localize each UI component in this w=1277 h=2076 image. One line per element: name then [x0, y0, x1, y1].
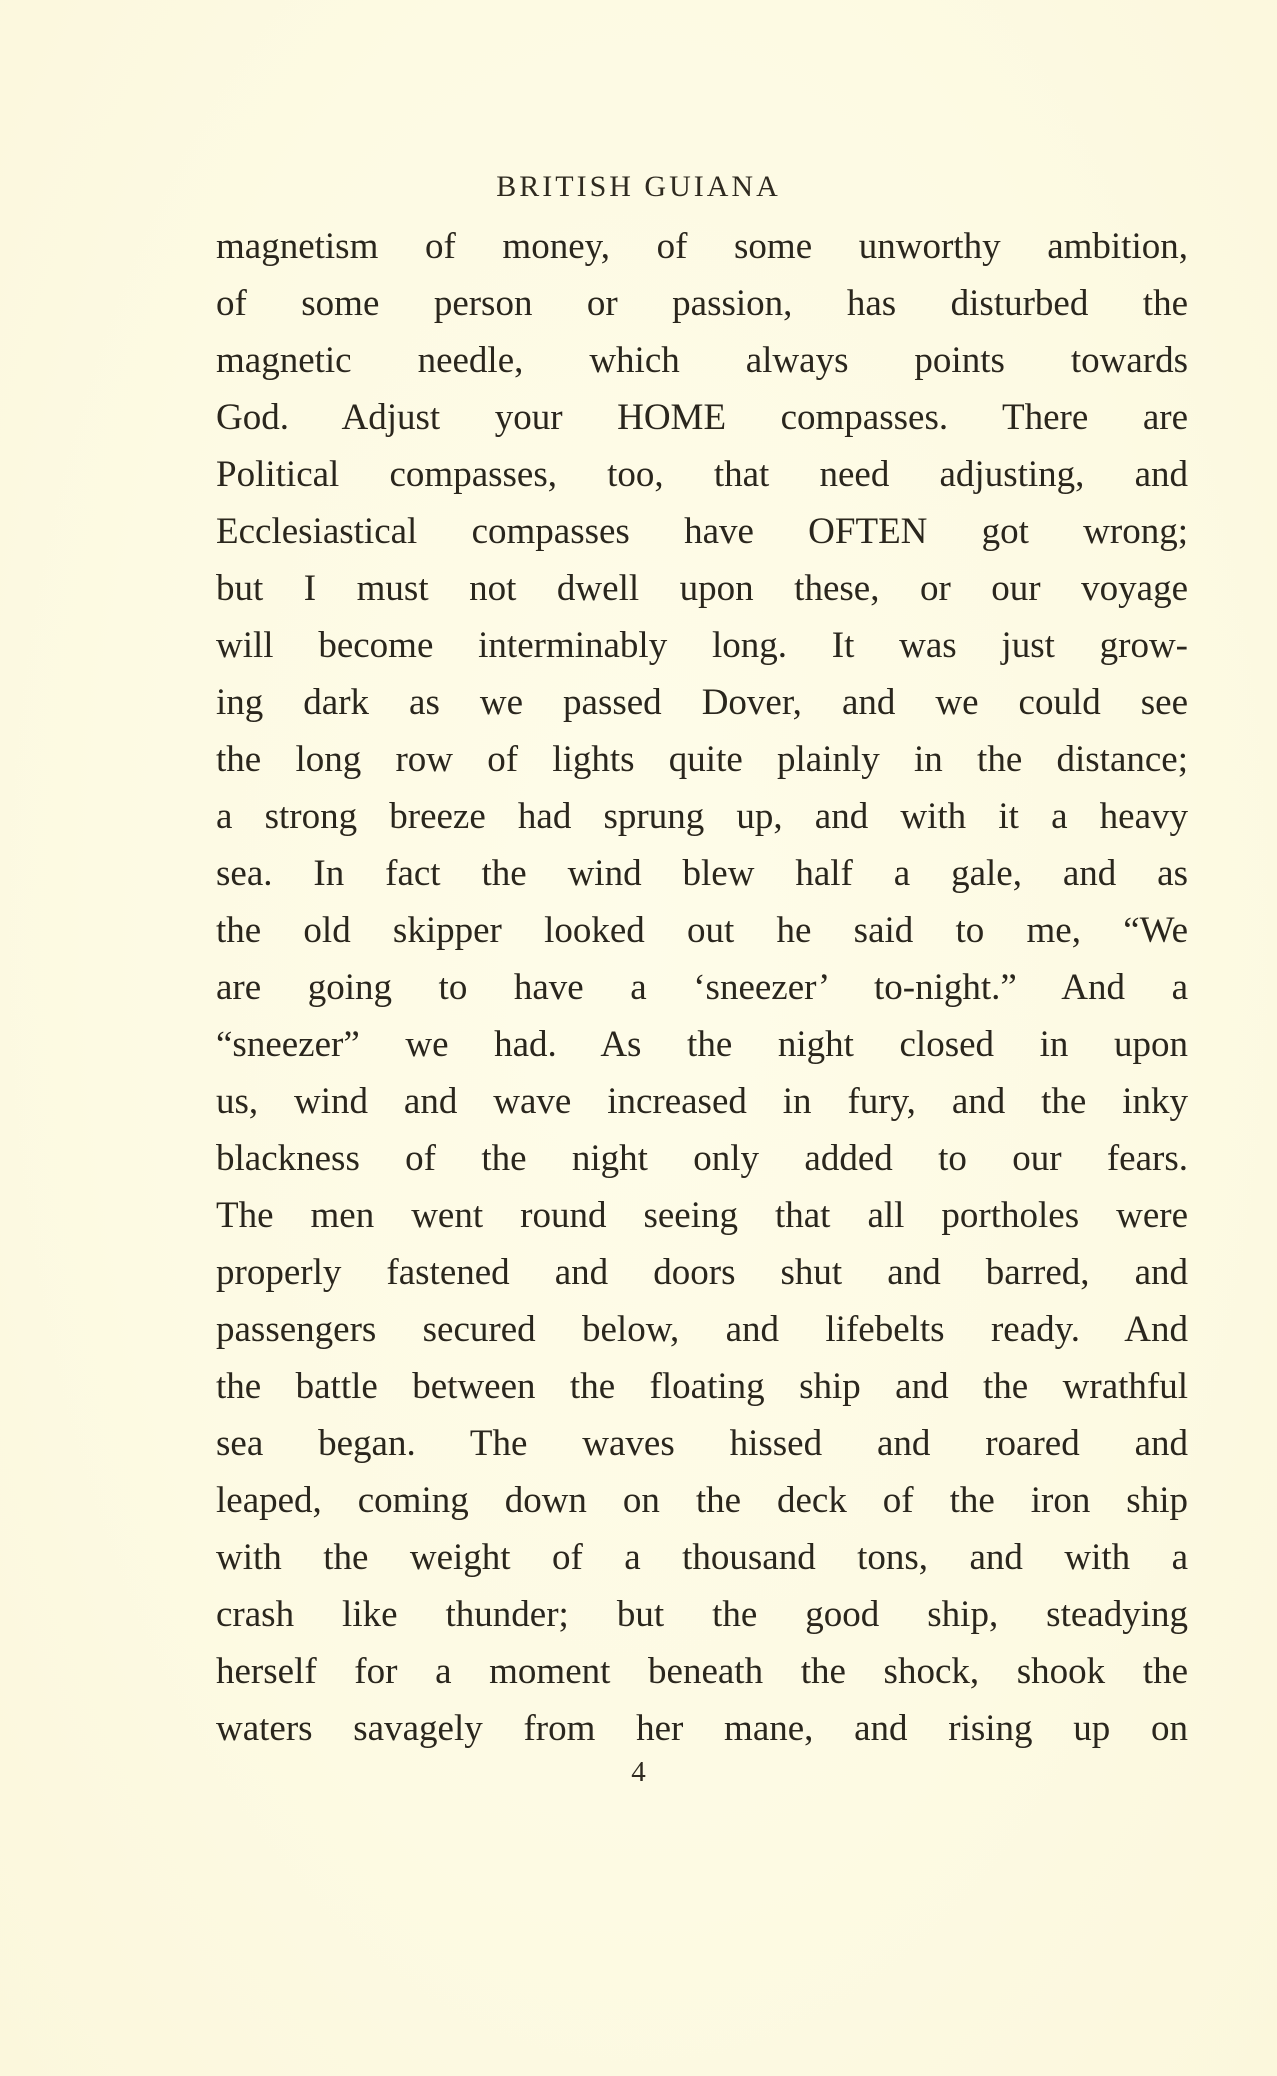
- text-line: with the weight of a thousand tons, and with a: [216, 1537, 1188, 1578]
- text-line: the old skipper looked out he said to me, “We: [216, 910, 1188, 951]
- text-line: will become interminably long. It was just grow-: [216, 625, 1188, 666]
- text-line: of some person or passion, has disturbed the: [216, 283, 1188, 324]
- text-line: the battle between the floating ship and the wrathful: [216, 1366, 1188, 1407]
- text-line: magnetic needle, which always points towards: [216, 340, 1188, 381]
- text-line: The men went round seeing that all portholes were: [216, 1195, 1188, 1236]
- page-number: 4: [631, 1756, 646, 1788]
- text-line: God. Adjust your HOME compasses. There are: [216, 397, 1188, 438]
- running-head: BRITISH GUIANA: [496, 170, 781, 203]
- text-line: the long row of lights quite plainly in the distance;: [216, 739, 1188, 780]
- text-line: ing dark as we passed Dover, and we could see: [216, 682, 1188, 723]
- text-line: waters savagely from her mane, and rising up on: [216, 1708, 1188, 1749]
- text-line: sea. In fact the wind blew half a gale, and as: [216, 853, 1188, 894]
- text-line: magnetism of money, of some unworthy ambition,: [216, 226, 1188, 267]
- text-line: properly fastened and doors shut and barred, and: [216, 1252, 1188, 1293]
- text-line: sea began. The waves hissed and roared and: [216, 1423, 1188, 1464]
- text-line: blackness of the night only added to our fears.: [216, 1138, 1188, 1179]
- text-line: us, wind and wave increased in fury, and the inky: [216, 1081, 1188, 1122]
- text-line: “sneezer” we had. As the night closed in upon: [216, 1024, 1188, 1065]
- text-line: leaped, coming down on the deck of the iron ship: [216, 1480, 1188, 1521]
- text-line: crash like thunder; but the good ship, steadying: [216, 1594, 1188, 1635]
- text-line: Political compasses, too, that need adjusting, and: [216, 454, 1188, 495]
- body-text: [216, 218, 1188, 1757]
- text-line: are going to have a ‘sneezer’ to-night.” And a: [216, 967, 1188, 1008]
- text-line: a strong breeze had sprung up, and with it a heavy: [216, 796, 1188, 837]
- text-line: but I must not dwell upon these, or our voyage: [216, 568, 1188, 609]
- text-line: passengers secured below, and lifebelts ready. And: [216, 1309, 1188, 1350]
- text-line: Ecclesiastical compasses have OFTEN got wrong;: [216, 511, 1188, 552]
- text-line: herself for a moment beneath the shock, shook the: [216, 1651, 1188, 1692]
